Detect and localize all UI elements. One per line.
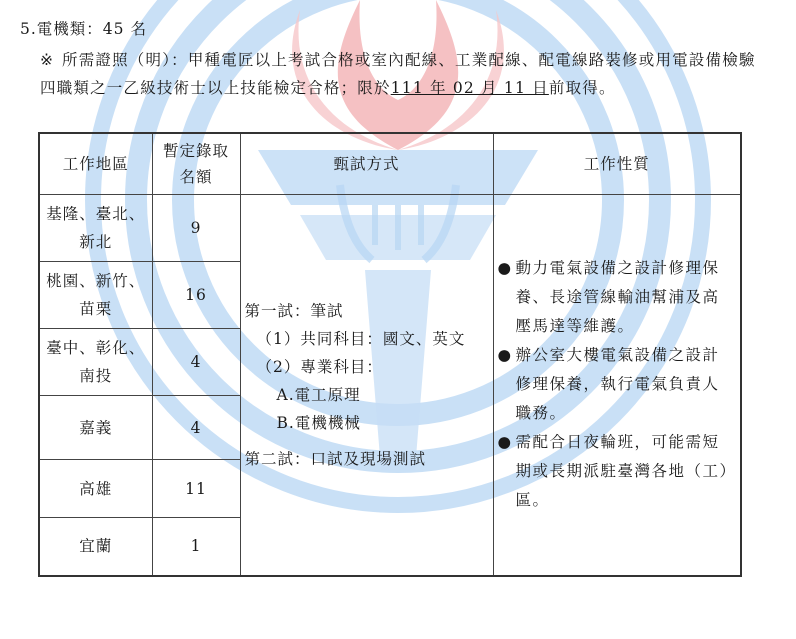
method-subitem-b: B.電機機械 xyxy=(276,413,361,432)
nature-text: 動力電氣設備之設計修理保養、長途管線輸油幫浦及高壓馬達等維護。 xyxy=(515,259,720,336)
method-subitem-a: A.電工原理 xyxy=(276,385,361,404)
nature-item xyxy=(498,341,737,428)
bullet-icon: ● xyxy=(497,433,513,452)
table-row xyxy=(39,195,741,262)
requirement-note xyxy=(40,46,760,102)
section-heading: 5.電機類：45 名 xyxy=(20,20,147,38)
nature-item xyxy=(498,428,737,515)
method-item1: （1）共同科目：國文、英文 xyxy=(256,329,466,348)
nature-text: 需配合日夜輪班，可能需短期或長期派駐臺灣各地（工）區。 xyxy=(515,433,729,510)
region-cell xyxy=(39,262,152,329)
recruitment-table xyxy=(38,132,742,577)
method-stage1: 第一試：筆試 xyxy=(244,301,344,320)
table-header-row xyxy=(39,133,741,195)
method-stage2: 第二試：口試及現場測試 xyxy=(244,449,427,468)
note-text-end: 前取得。 xyxy=(548,79,616,97)
quota-cell: 11 xyxy=(152,460,240,518)
quota-cell: 9 xyxy=(152,195,240,262)
region-line: 基隆、臺北、 xyxy=(46,205,146,223)
quota-cell: 4 xyxy=(152,329,240,396)
region-line: 嘉義 xyxy=(79,418,113,437)
header-region: 工作地區 xyxy=(39,133,152,195)
note-mark: ※ xyxy=(40,51,55,69)
nature-item xyxy=(498,254,737,341)
header-quota xyxy=(152,133,240,195)
header-method: 甄試方式 xyxy=(240,133,493,195)
region-line: 南投 xyxy=(79,367,113,385)
region-cell xyxy=(39,396,152,460)
bullet-icon: ● xyxy=(497,259,513,278)
region-line: 臺中、彰化、 xyxy=(46,339,146,357)
region-cell xyxy=(39,460,152,518)
region-cell xyxy=(39,518,152,576)
region-line: 新北 xyxy=(79,233,113,251)
region-line: 宜蘭 xyxy=(79,537,113,556)
method-item2: （2）專業科目： xyxy=(256,357,383,376)
nature-text: 辦公室大樓電氣設備之設計修理保養，執行電氣負責人職務。 xyxy=(515,346,720,423)
region-line: 高雄 xyxy=(79,479,113,498)
quota-cell: 1 xyxy=(152,518,240,576)
note-text: 所需證照（明）：甲種電匠以上考試合格或室內配線、工業配線、配電線路裝修或用電設備檢驗四職類之一乙級技術士以上技能檢定合格；限於 xyxy=(40,51,756,97)
region-line: 苗栗 xyxy=(79,300,113,318)
quota-cell: 4 xyxy=(152,396,240,460)
quota-cell: 16 xyxy=(152,262,240,329)
method-cell xyxy=(240,195,493,576)
note-deadline: 111 年 02 月 11 日 xyxy=(390,79,549,97)
region-cell xyxy=(39,195,152,262)
header-nature: 工作性質 xyxy=(493,133,741,195)
nature-cell xyxy=(493,195,741,576)
header-quota-line1: 暫定錄取 xyxy=(162,142,229,160)
region-line: 桃園、新竹、 xyxy=(46,272,146,290)
bullet-icon: ● xyxy=(497,346,513,365)
header-quota-line2: 名額 xyxy=(179,168,213,186)
region-cell xyxy=(39,329,152,396)
